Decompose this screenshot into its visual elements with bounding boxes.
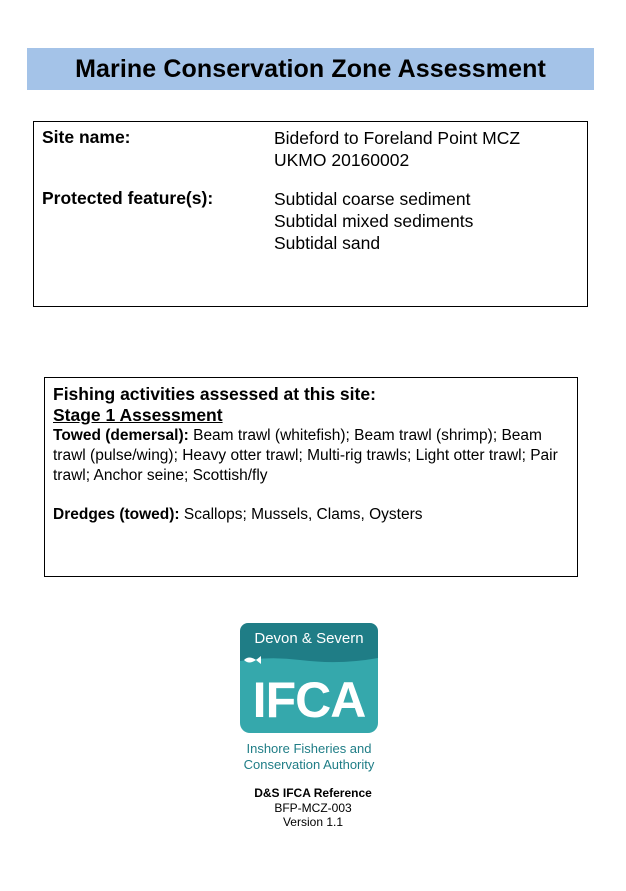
site-name-line: Bideford to Foreland Point MCZ [274, 128, 521, 148]
logo-top-text: Devon & Severn [240, 623, 378, 653]
dredges-label: Dredges (towed): [53, 506, 180, 523]
fish-wave-icon [240, 653, 378, 667]
towed-label: Towed (demersal): [53, 427, 189, 444]
reference-block [213, 786, 413, 830]
reference-code: BFP-MCZ-003 [274, 800, 352, 815]
page-title: Marine Conservation Zone Assessment [27, 48, 594, 90]
site-name-label: Site name: [42, 127, 131, 147]
dredges-text: Scallops; Mussels, Clams, Oysters [179, 506, 423, 523]
towed-text: Beam trawl (whitefish); Beam trawl (shrimp); Beam trawl (pulse/wing); Heavy otter trawl; Multi-rig trawls; Light otter trawl; Pair trawl; Anchor seine; Scottish/fly [53, 427, 558, 484]
fishing-heading: Fishing activities assessed at this site: [53, 384, 376, 404]
towed-paragraph [53, 426, 569, 486]
feature-item: Subtidal coarse sediment [274, 189, 471, 209]
feature-item: Subtidal mixed sediments [274, 211, 474, 231]
reference-label: D&S IFCA Reference [254, 786, 372, 800]
logo-subtitle-line: Inshore Fisheries and [246, 741, 372, 756]
site-info-box [33, 121, 588, 307]
logo-main-text: IFCA [240, 667, 378, 733]
ifca-logo [240, 623, 378, 773]
protected-features-label: Protected feature(s): [42, 188, 214, 208]
site-name-value [274, 127, 520, 171]
fishing-activities-box [44, 377, 578, 577]
protected-features-list [274, 188, 473, 254]
site-code-line: UKMO 20160002 [274, 150, 410, 170]
logo-subtitle-line: Conservation Authority [243, 757, 375, 772]
dredges-paragraph [53, 505, 569, 525]
reference-version: Version 1.1 [282, 815, 344, 829]
stage-heading: Stage 1 Assessment [53, 405, 223, 425]
logo-subtitle [240, 741, 378, 773]
feature-item: Subtidal sand [274, 233, 381, 253]
